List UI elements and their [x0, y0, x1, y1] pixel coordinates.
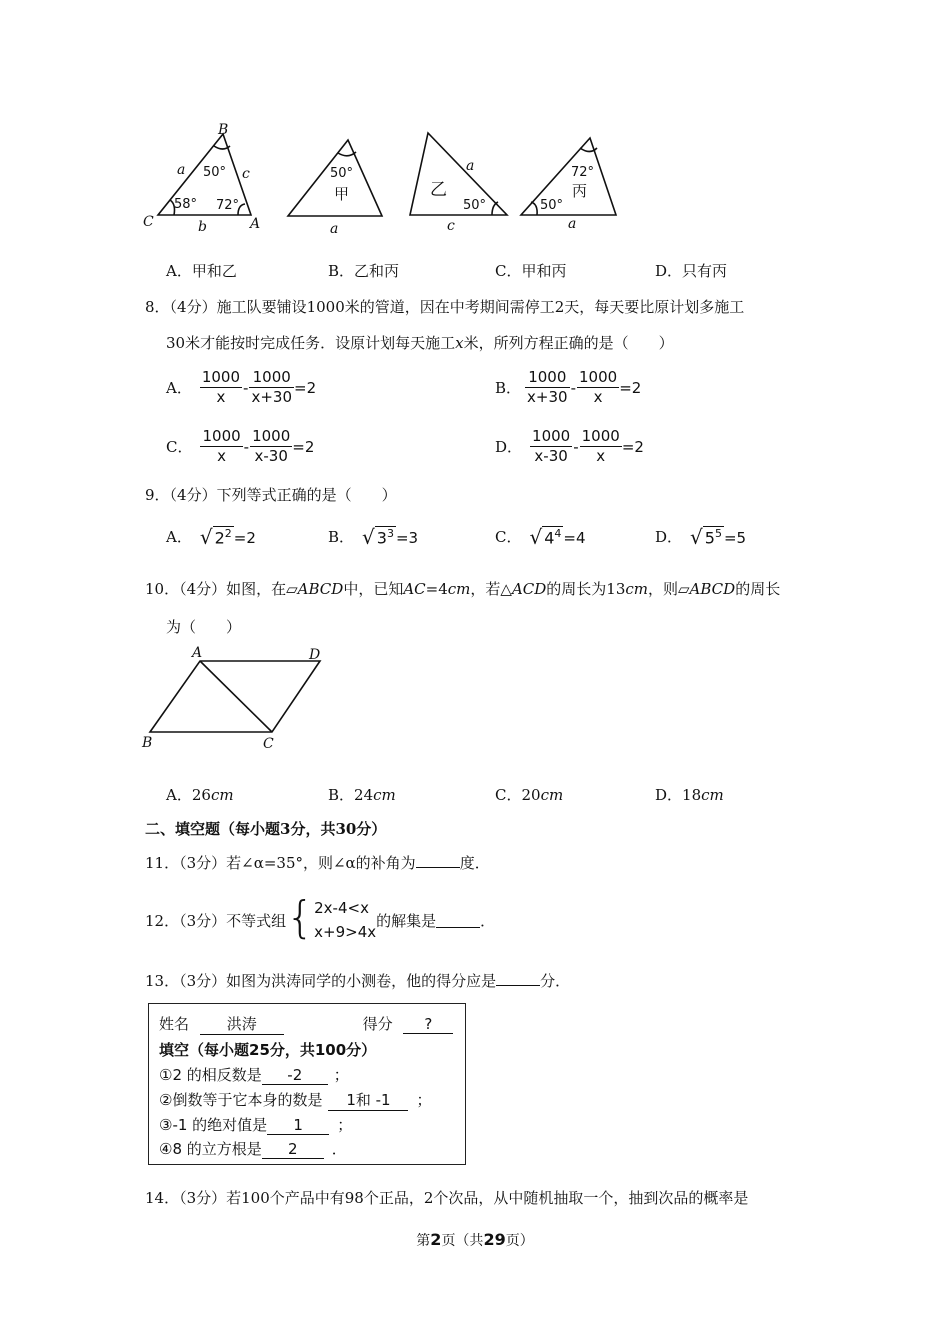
bing-top-angle: 72°: [571, 165, 595, 180]
triangle-yi: [410, 133, 507, 215]
label-A: A: [250, 216, 261, 232]
angle-b: 50°: [203, 165, 227, 180]
q8-option-a[interactable]: A． $\frac{1000}{x}$ - $\frac{1000}{x+30}$ =2: [166, 368, 317, 406]
yi-side-c-label: c: [447, 218, 455, 234]
page-footer: 第2页（共29页）: [416, 1230, 534, 1249]
label-B: B: [218, 122, 229, 138]
section-2-heading: 二、填空题（每小题3分，共30分）: [145, 820, 387, 838]
triangle-bing: [521, 138, 616, 215]
q10-stem-line2: 为（ ）: [166, 618, 242, 636]
q10-option-b[interactable]: B．24cm: [328, 786, 396, 804]
yi-label: 乙: [430, 180, 447, 200]
q11: 11．（3分）若∠α=35°，则∠α的补角为 度．: [145, 854, 490, 872]
yi-side-a-label: a: [466, 158, 475, 174]
q9-option-d[interactable]: D． √ $5^5$ =5: [655, 525, 747, 550]
label-a: a: [177, 162, 186, 178]
quiz-card: [148, 1003, 466, 1165]
bing-side-label: a: [568, 216, 577, 232]
q10-option-c[interactable]: C．20cm: [495, 786, 564, 804]
q7-option-a[interactable]: A．甲和乙: [166, 262, 237, 280]
q10-label-D: D: [309, 647, 321, 663]
q8-option-c[interactable]: C． $\frac{1000}{x}$ - $\frac{1000}{x-30}$ =2: [166, 427, 315, 465]
q14-stem: 14．（3分）若100个产品中有98个正品，2个次品，从中随机抽取一个，抽到次品的概率是: [145, 1189, 749, 1207]
q10-stem-line1: 10．（4分）如图，在▱ABCD中，已知AC=4cm，若△ACD的周长为13cm，则▱ABCD的周长: [145, 580, 781, 598]
q7-option-b[interactable]: B．乙和丙: [328, 262, 400, 280]
q13: 13．（3分）如图为洪涛同学的小测卷，他的得分应是 分．: [145, 972, 571, 990]
q13-answer-blank[interactable]: [496, 971, 540, 986]
q12-inequality-1: 2x-4<x: [314, 899, 369, 917]
card-name-row: 姓名 洪涛 得分 ?: [159, 1013, 453, 1035]
angle-c: 58°: [174, 197, 198, 212]
q7-triangles-figure: [140, 118, 630, 238]
q11-answer-blank[interactable]: [416, 853, 460, 868]
card-heading: 填空（每小题25分，共100分）: [159, 1041, 377, 1059]
label-C: C: [143, 214, 154, 230]
yi-angle: 50°: [463, 198, 487, 213]
card-row-3: ③-1 的绝对值是 1 ；: [159, 1116, 353, 1134]
q7-option-c[interactable]: C．甲和丙: [495, 262, 567, 280]
q12-inequality-2: x+9>4x: [314, 923, 377, 941]
card-row-4: ④8 的立方根是 2 ．: [159, 1140, 347, 1158]
q9-option-a[interactable]: A． √ $2^2$ =2: [166, 525, 256, 550]
card-row-2: ②倒数等于它本身的数是 1和 -1 ；: [159, 1091, 432, 1109]
bing-left-angle: 50°: [540, 198, 564, 213]
q9-stem: 9．（4分）下列等式正确的是（ ）: [145, 486, 397, 504]
q12-answer-blank[interactable]: [436, 913, 480, 928]
q10-option-d[interactable]: D．18cm: [655, 786, 724, 804]
angle-a: 72°: [216, 198, 240, 213]
q8-stem-line2: 30米才能按时完成任务．设原计划每天施工x米，所列方程正确的是（ ）: [166, 334, 674, 352]
bing-label: 丙: [572, 182, 588, 200]
card-row-1: ①2 的相反数是 -2 ；: [159, 1066, 349, 1084]
jia-angle: 50°: [330, 166, 354, 181]
q10-label-C: C: [263, 736, 274, 752]
q10-label-B: B: [142, 735, 153, 751]
q8-option-d[interactable]: D． $\frac{1000}{x-30}$ - $\frac{1000}{x}$ =2: [495, 427, 644, 465]
q10-option-a[interactable]: A．26cm: [166, 786, 234, 804]
q9-option-b[interactable]: B． √ $3^3$ =3: [328, 525, 419, 550]
jia-label: 甲: [334, 185, 350, 203]
q10-label-A: A: [192, 645, 203, 661]
q8-option-b[interactable]: B． $\frac{1000}{x+30}$ - $\frac{1000}{x}$ =2: [495, 368, 642, 406]
q7-option-d[interactable]: D．只有丙: [655, 262, 728, 280]
label-c: c: [242, 166, 250, 182]
q12: 12．（3分）不等式组 { 2x-4<x x+9>4x 的解集是 ．: [145, 892, 496, 943]
q8-stem-line1: 8．（4分）施工队要铺设1000米的管道，因在中考期间需停工2天，每天要比原计划多施工: [145, 298, 745, 316]
label-b: b: [198, 219, 207, 235]
jia-side-label: a: [330, 221, 339, 237]
q10-parallelogram-figure: [138, 640, 338, 755]
q9-option-c[interactable]: C． √ $4^4$ =4: [495, 525, 586, 550]
